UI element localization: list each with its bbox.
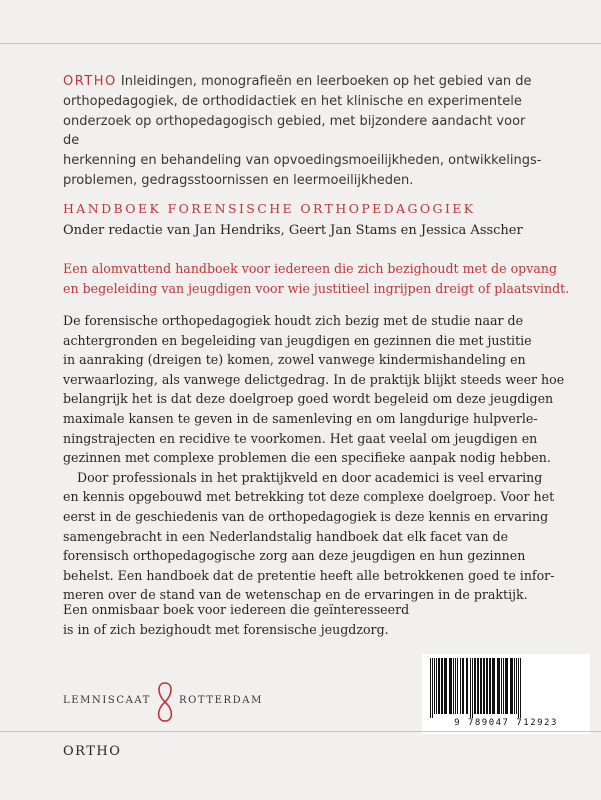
barcode-bar: [455, 658, 456, 714]
barcode-bar: [444, 658, 447, 714]
barcode-bar: [441, 658, 443, 714]
lemniscate-logo-icon: [155, 680, 175, 724]
body-line: forensisch orthopedagogische zorg aan deze jeugdigen en hun gezinnen: [63, 548, 526, 564]
series-line: orthopedagogiek, de orthodidactiek en het klinische en experimentele: [63, 93, 522, 109]
barcode-bar: [483, 658, 485, 714]
body-line: behelst. Een handboek dat de pretentie heeft alle betrokkenen goed te infor-: [63, 567, 555, 583]
barcode-bar: [505, 658, 508, 714]
series-line: problemen, gedragsstoornissen en leermoeilijkheden.: [63, 172, 414, 188]
barcode-bar: [489, 658, 491, 714]
barcode-bar: [486, 658, 488, 714]
body-line: maximale kansen te geven in de samenleving en om langdurige hulpverle-: [63, 410, 538, 426]
book-editors: Onder redactie van Jan Hendriks, Geert Jan Stams en Jessica Asscher: [63, 223, 523, 238]
barcode-bar: [501, 658, 502, 714]
series-description: [63, 72, 543, 191]
body-line: in aanraking (dreigen te) komen, zowel vanwege kindermishandeling en: [63, 352, 526, 368]
closing-line: Een onmisbaar boek voor iedereen die geïnteresseerd: [63, 602, 410, 617]
barcode-bar: [462, 658, 464, 714]
isbn-number: 9 789047 712923: [454, 718, 558, 728]
barcode-bar: [503, 658, 504, 714]
barcode-bar: [460, 658, 461, 714]
barcode-bar: [466, 658, 468, 714]
body-text: [63, 311, 565, 605]
series-line: onderzoek op orthopedagogisch gebied, met bijzondere aandacht voor de: [63, 113, 526, 149]
footer-brand: ORTHO: [63, 744, 122, 759]
barcode-bar: [510, 658, 513, 714]
barcode-bar: [480, 658, 482, 714]
barcode-bar: [474, 658, 476, 714]
barcode-bar: [453, 658, 454, 714]
barcode: [422, 654, 590, 734]
body-line: ningstrajecten en recidive te voorkomen. Het gaat veelal om jeugdigen en: [63, 430, 538, 446]
barcode-bar: [470, 658, 471, 718]
body-line: en kennis opgebouwd met betrekking tot deze complexe doelgroep. Voor het: [63, 489, 555, 505]
body-line: Door professionals in het praktijkveld en door academici is veel ervaring: [77, 469, 543, 485]
barcode-bar: [472, 658, 473, 718]
book-title: HANDBOEK FORENSISCHE ORTHOPEDAGOGIEK: [63, 201, 476, 216]
publisher-name-right: ROTTERDAM: [179, 695, 263, 706]
barcode-bar: [432, 658, 433, 718]
body-line: belangrijk het is dat deze doelgroep goed wordt begeleid om deze jeugdigen: [63, 391, 554, 407]
barcode-bar: [430, 658, 431, 718]
barcode-bar: [514, 658, 515, 714]
series-line: herkenning en behandeling van opvoedingsmoeilijkheden, ontwikkelings-: [63, 153, 542, 169]
barcode-bar: [516, 658, 517, 714]
body-line: verwaarlozing, als vanwege delictgedrag. In de praktijk blijkt steeds weer hoe: [63, 371, 565, 387]
barcode-bar: [477, 658, 479, 714]
barcode-bar: [457, 658, 458, 714]
publisher-logo: [63, 680, 263, 725]
barcode-bar: [449, 658, 452, 714]
lead-paragraph: [63, 259, 570, 298]
barcode-bar: [520, 658, 521, 718]
body-line: gezinnen met complexe problemen die een specifieke aanpak nodig hebben.: [63, 450, 551, 466]
bottom-divider: [0, 731, 601, 732]
publisher-name-left: LEMNISCAAT: [63, 695, 151, 706]
lead-line: Een alomvattend handboek voor iedereen die zich bezighoudt met de opvang: [63, 261, 558, 276]
barcode-bar: [436, 658, 437, 714]
body-line: eerst in de geschiedenis van de orthopedagogiek is deze kennis en ervaring: [63, 508, 549, 524]
barcode-bar: [518, 658, 519, 718]
series-line: Inleidingen, monografieën en leerboeken op het gebied van de: [116, 74, 532, 89]
closing-line: is in of zich bezighoudt met forensische jeugdzorg.: [63, 621, 389, 637]
series-brand: ORTHO: [63, 74, 117, 89]
lead-line: en begeleiding van jeugdigen voor wie justitieel ingrijpen dreigt of plaatsvindt.: [63, 280, 570, 296]
barcode-bar: [492, 658, 495, 714]
body-line: meren over de stand van de wetenschap en de ervaringen in de praktijk.: [63, 587, 528, 603]
top-divider: [0, 43, 601, 44]
barcode-bars: [428, 658, 584, 718]
barcode-bar: [497, 658, 500, 714]
closing-paragraph: [63, 600, 543, 639]
barcode-bar: [438, 658, 440, 714]
body-line: samengebracht in een Nederlandstalig handboek dat elk facet van de: [63, 528, 509, 544]
barcode-bar: [434, 658, 435, 714]
body-line: achtergronden en begeleiding van jeugdigen en gezinnen die met justitie: [63, 332, 532, 348]
body-line: De forensische orthopedagogiek houdt zich bezig met de studie naar de: [63, 313, 524, 328]
